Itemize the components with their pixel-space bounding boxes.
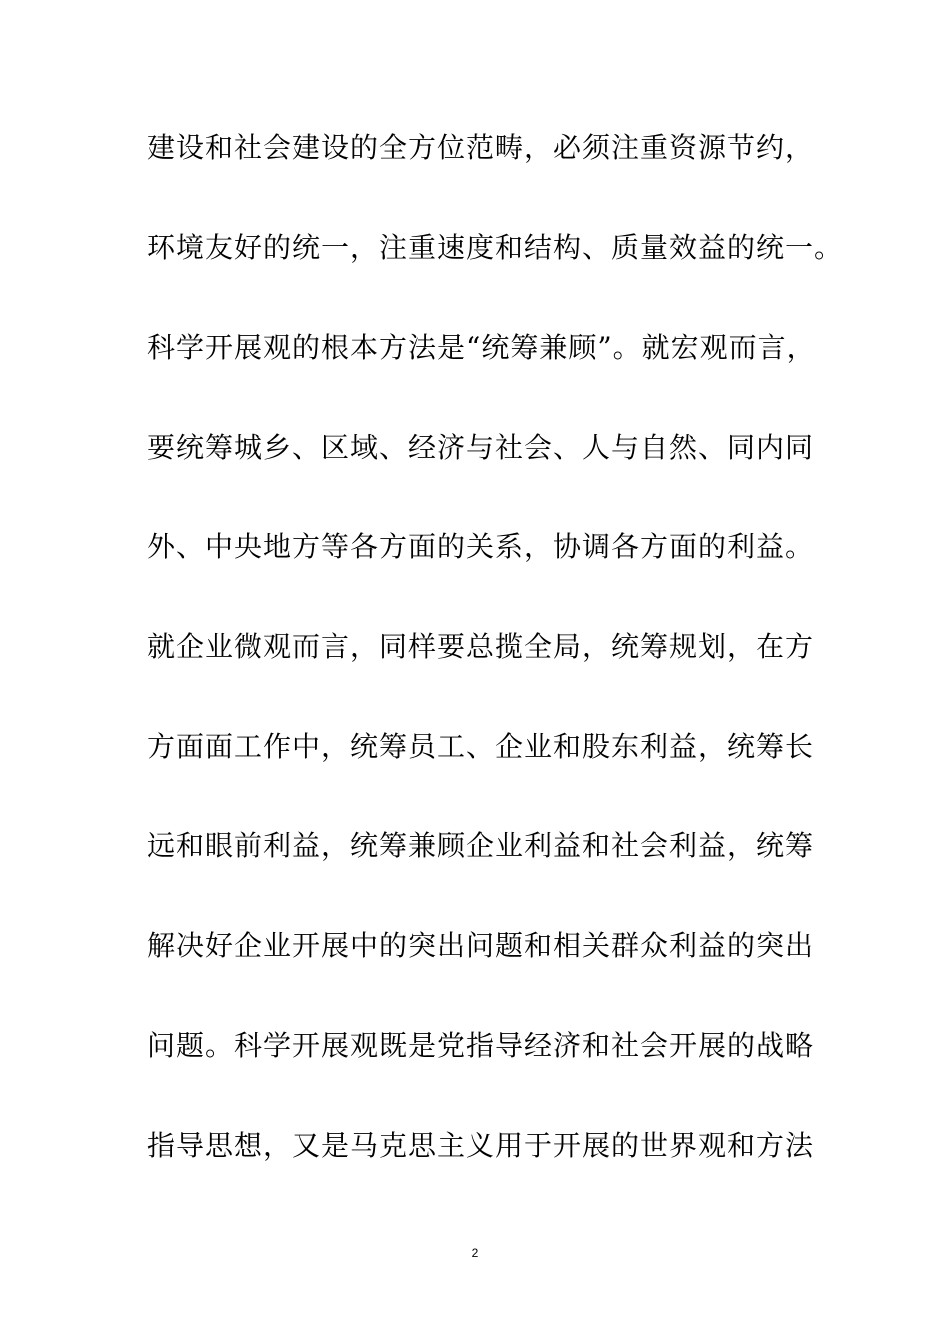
text-line: 指导思想，又是马克思主义用于开展的世界观和方法 bbox=[147, 1129, 815, 1162]
text-line: 科学开展观的根本方法是“统筹兼顾”。就宏观而言， bbox=[147, 331, 816, 364]
text-line: 环境友好的统一，注重速度和结构、质量效益的统一。 bbox=[147, 231, 844, 264]
text-line: 外、中央地方等各方面的关系，协调各方面的利益。 bbox=[147, 530, 815, 563]
text-line: 远和眼前利益，统筹兼顾企业利益和社会利益，统筹 bbox=[147, 829, 815, 862]
text-line: 方面面工作中，统筹员工、企业和股东利益，统筹长 bbox=[147, 730, 815, 763]
text-line: 就企业微观而言，同样要总揽全局，统筹规划，在方 bbox=[147, 630, 815, 663]
text-line: 解决好企业开展中的突出问题和相关群众利益的突出 bbox=[147, 929, 815, 962]
text-line: 建设和社会建设的全方位范畴，必须注重资源节约， bbox=[147, 131, 815, 164]
text-line: 要统筹城乡、区域、经济与社会、人与自然、同内同 bbox=[147, 431, 815, 464]
text-line: 问题。科学开展观既是党指导经济和社会开展的战略 bbox=[147, 1029, 815, 1062]
page-number: 2 bbox=[471, 1246, 479, 1260]
